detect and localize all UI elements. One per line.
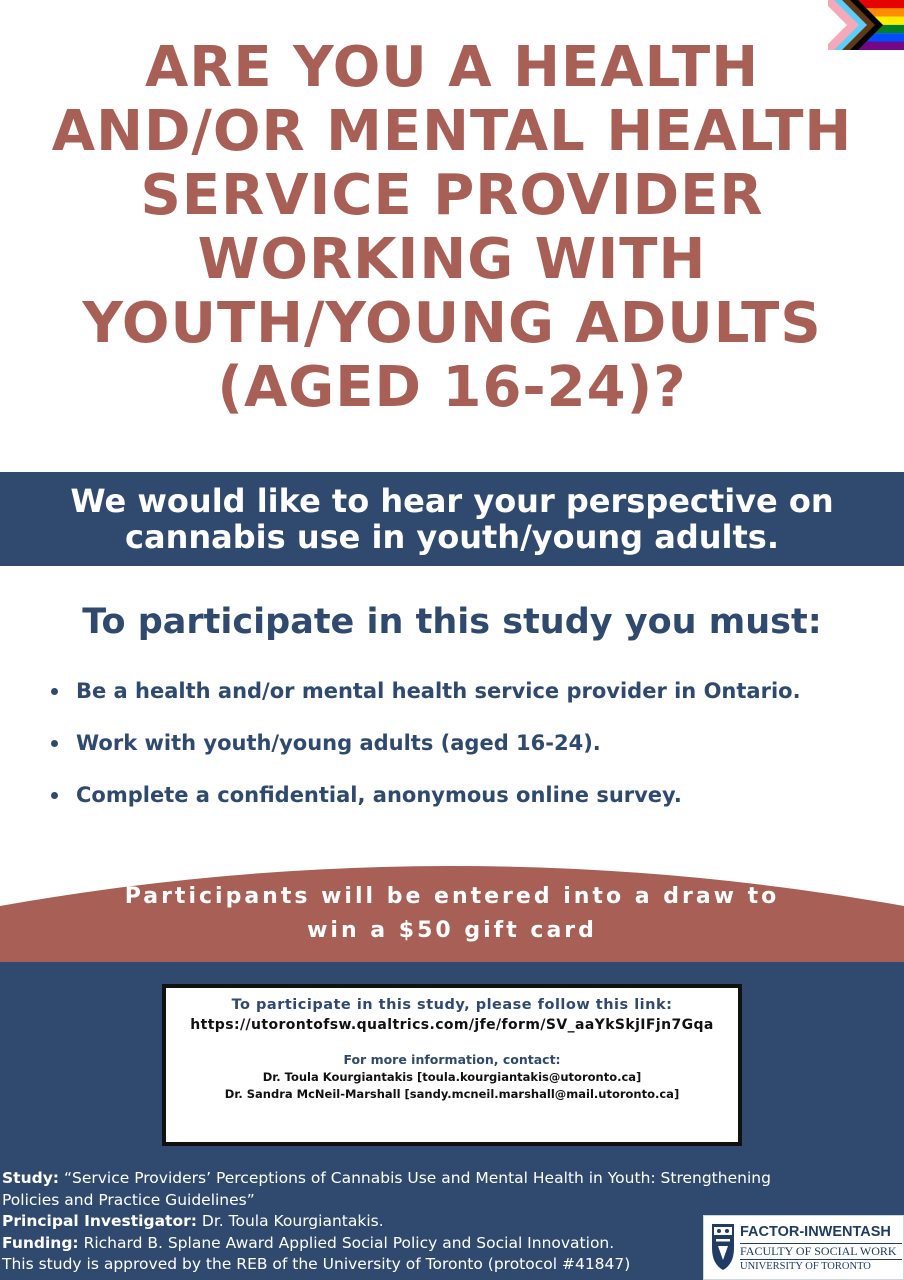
headline-line: AND/OR MENTAL HEALTH: [51, 99, 853, 164]
study-title: “Service Providers’ Perceptions of Cannabis Use and Mental Health in Youth: Strengthening: [63, 1169, 771, 1187]
pi-value: Dr. Toula Kourgiantakis.: [201, 1212, 384, 1230]
study-title-line: [2, 1168, 882, 1190]
requirement-text: Work with youth/young adults (aged 16-24).: [76, 731, 601, 755]
headline-line: SERVICE PROVIDER: [140, 163, 764, 228]
incentive-line: Participants will be entered into a draw to: [124, 884, 780, 909]
university-crest-icon: [710, 1222, 736, 1272]
logo-university-name: UNIVERSITY OF TORONTO: [740, 1259, 902, 1273]
incentive-line: win a $50 gift card: [307, 918, 597, 943]
survey-link[interactable]: https://utorontofsw.qualtrics.com/jfe/form/SV_aaYkSkjIFjn7Gqa: [190, 1017, 714, 1033]
intro-banner: [0, 472, 904, 566]
bullet-icon: [51, 688, 58, 695]
logo-org-name: FACTOR-INWENTASH: [740, 1224, 891, 1240]
reb-approval: This study is approved by the REB of the University of Toronto (protocol #41847): [2, 1255, 631, 1273]
intro-line: cannabis use in youth/young adults.: [125, 518, 779, 556]
requirement-item: [48, 728, 888, 780]
contact-person: Dr. Sandra McNeil-Marshall [sandy.mcneil.marshall@mail.utoronto.ca]: [224, 1087, 680, 1101]
study-label: Study:: [2, 1169, 60, 1187]
contact-person: Dr. Toula Kourgiantakis [toula.kourgiantakis@utoronto.ca]: [262, 1070, 642, 1084]
requirements-list: [48, 676, 888, 832]
requirement-text: Be a health and/or mental health service provider in Ontario.: [76, 679, 801, 703]
pi-label: Principal Investigator:: [2, 1212, 197, 1230]
funding-label: Funding:: [2, 1233, 79, 1252]
intro-line: We would like to hear your perspective on: [70, 482, 834, 520]
requirement-text: Complete a confidential, anonymous online survey.: [76, 783, 682, 807]
headline-line: (AGED 16-24)?: [217, 355, 687, 420]
bullet-icon: [51, 740, 58, 747]
logo-faculty-name: FACULTY OF SOCIAL WORK: [740, 1243, 902, 1258]
headline: [0, 36, 904, 420]
headline-line: ARE YOU A HEALTH: [144, 35, 760, 100]
contact-heading: For more information, contact:: [343, 1052, 561, 1067]
incentive-banner: [0, 880, 904, 948]
bullet-icon: [51, 792, 58, 799]
study-title-continued: Policies and Practice Guidelines”: [2, 1190, 255, 1209]
participation-info-box: [162, 984, 742, 1146]
link-instruction: To participate in this study, please follow this link:: [231, 997, 673, 1013]
requirements-heading: To participate in this study you must:: [82, 602, 822, 642]
headline-line: YOUTH/YOUNG ADULTS: [82, 291, 822, 356]
headline-line: WORKING WITH: [197, 227, 707, 292]
requirement-item: [48, 676, 888, 728]
factor-inwentash-logo: [703, 1215, 904, 1280]
funding-value: Richard B. Splane Award Applied Social Policy and Social Innovation.: [83, 1233, 615, 1252]
requirement-item: [48, 780, 888, 832]
